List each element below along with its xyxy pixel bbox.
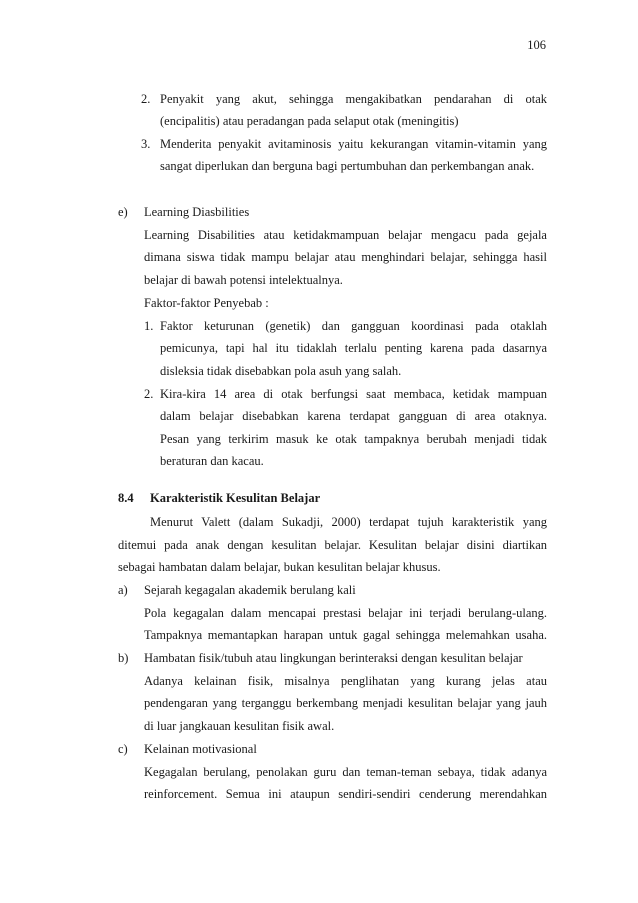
item-marker: b) — [118, 651, 129, 665]
list-item-line: pemicunya, tapi hal itu tidaklah terlalu penting karena pada dasarnya — [160, 341, 547, 355]
section-heading: Learning Diasbilities — [144, 205, 250, 219]
paragraph-line: Pola kegagalan dalam mencapai prestasi belajar ini terjadi berulang-ulang. — [144, 606, 547, 620]
paragraph-line: ditemui pada anak dengan kesulitan belajar. Kesulitan belajar disini diartikan — [118, 538, 547, 552]
list-item-line: Kira-kira 14 area di otak berfungsi saat membaca, ketidak mampuan — [160, 387, 547, 401]
list-item-line: beraturan dan kacau. — [160, 454, 264, 468]
list-item-number: 2. — [144, 387, 154, 401]
paragraph-line: pendengaran yang terganggu berkembang menjadi kesulitan belajar yang jauh — [144, 696, 547, 710]
item-heading: Kelainan motivasional — [144, 742, 257, 756]
factors-label: Faktor-faktor Penyebab : — [144, 296, 269, 310]
list-item-line: (encipalitis) atau peradangan pada selaput otak (meningitis) — [160, 114, 459, 128]
paragraph-line: dimana siswa tidak mampu belajar atau menghindari belajar, sehingga hasil — [144, 250, 547, 264]
list-item-number: 2. — [141, 92, 151, 106]
section-number: 8.4 — [118, 491, 134, 505]
paragraph-line: Adanya kelainan fisik, misalnya penglihatan yang kurang jelas atau — [144, 674, 547, 688]
list-item-line: Penyakit yang akut, sehingga mengakibatkan pendarahan di otak — [160, 92, 547, 106]
list-item-line: Faktor keturunan (genetik) dan gangguan koordinasi pada otaklah — [160, 319, 547, 333]
item-marker: c) — [118, 742, 128, 756]
paragraph-line: sebagai hambatan dalam belajar, bukan kesulitan belajar khusus. — [118, 560, 441, 574]
item-heading: Sejarah kegagalan akademik berulang kali — [144, 583, 356, 597]
paragraph-line: reinforcement. Semua ini ataupun sendiri-sendiri cenderung merendahkan — [144, 787, 547, 801]
paragraph-line: Tampaknya memantapkan harapan untuk gagal sehingga melemahkan usaha. — [144, 628, 547, 642]
item-marker: a) — [118, 583, 128, 597]
list-item-line: dalam belajar disebabkan karena terdapat gangguan di area otaknya. — [160, 409, 547, 423]
page-number: 106 — [527, 38, 546, 52]
paragraph-line: belajar di bawah potensi intelektualnya. — [144, 273, 343, 287]
section-marker: e) — [118, 205, 128, 219]
paragraph-line: di luar jangkauan kesulitan fisik awal. — [144, 719, 335, 733]
paragraph-line: Menurut Valett (dalam Sukadji, 2000) terdapat tujuh karakteristik yang — [150, 515, 547, 529]
list-item-line: Pesan yang terkirim masuk ke otak tampaknya berubah menjadi tidak — [160, 432, 547, 446]
list-item-number: 1. — [144, 319, 154, 333]
list-item-line: sangat diperlukan dan berguna bagi pertumbuhan dan perkembangan anak. — [160, 159, 535, 173]
item-heading: Hambatan fisik/tubuh atau lingkungan berinteraksi dengan kesulitan belajar — [144, 651, 523, 665]
list-item-line: disleksia tidak disebabkan pola asuh yang salah. — [160, 364, 402, 378]
list-item-line: Menderita penyakit avitaminosis yaitu kekurangan vitamin-vitamin yang — [160, 137, 547, 151]
paragraph-line: Kegagalan berulang, penolakan guru dan teman-teman sebaya, tidak adanya — [144, 765, 547, 779]
list-item-number: 3. — [141, 137, 151, 151]
paragraph-line: Learning Disabilities atau ketidakmampuan belajar mengacu pada gejala — [144, 228, 547, 242]
section-title: Karakteristik Kesulitan Belajar — [150, 491, 321, 505]
